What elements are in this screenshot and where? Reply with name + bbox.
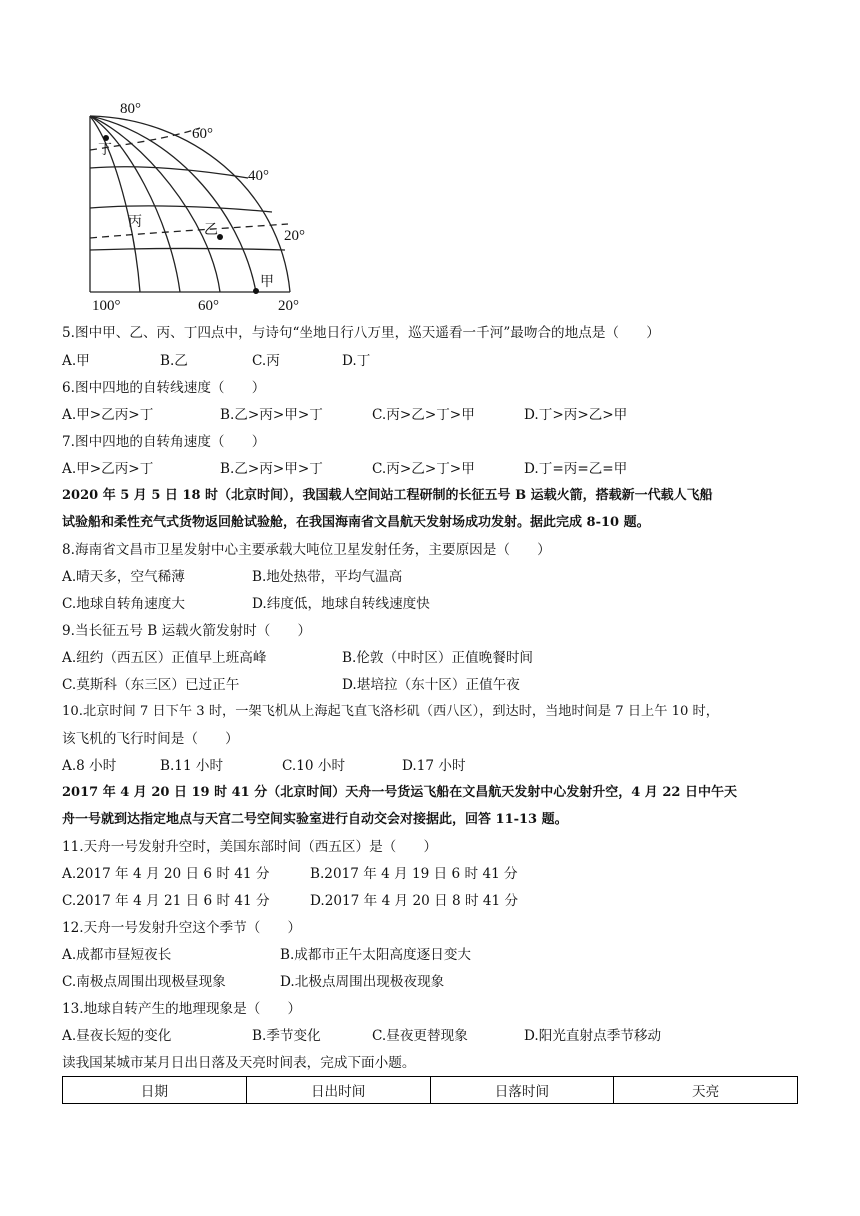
q7-option-b[interactable]: B.乙>丙>甲>丁 [220, 461, 323, 477]
q10-option-c[interactable]: C.10 小时 [282, 758, 346, 774]
q13-stem: 13.地球自转产生的地理现象是（ ） [62, 1001, 302, 1017]
header-sunset: 日落时间 [430, 1077, 614, 1104]
table-header-row [63, 1077, 798, 1104]
q12-option-d[interactable]: D.北极点周围出现极夜现象 [280, 974, 445, 990]
q12-option-a[interactable]: A.成都市昼短夜长 [62, 947, 172, 963]
q8-option-b[interactable]: B.地处热带，平均气温高 [252, 569, 403, 585]
passage2-line1: 2017 年 4 月 20 日 19 时 41 分（北京时间）天舟一号货运飞船在文昌航天发射中心发射升空，4 月 22 日中午天 [62, 785, 737, 800]
q11-option-b[interactable]: B.2017 年 4 月 19 日 6 时 41 分 [310, 866, 518, 882]
q9-option-a[interactable]: A.纽约（西五区）正值早上班高峰 [62, 650, 267, 666]
q12-option-b[interactable]: B.成都市正午太阳高度逐日变大 [280, 947, 472, 963]
q8-option-d[interactable]: D.纬度低，地球自转线速度快 [252, 596, 430, 612]
q5-option-c[interactable]: C.丙 [252, 353, 280, 369]
passage1-line1: 2020 年 5 月 5 日 18 时（北京时间），我国载人空间站工程研制的长征五号 B 运载火箭，搭载新一代载人飞船 [62, 488, 713, 503]
q6-option-a[interactable]: A.甲>乙丙>丁 [62, 407, 154, 423]
q13-option-b[interactable]: B.季节变化 [252, 1028, 321, 1044]
q9-option-b[interactable]: B.伦敦（中时区）正值晚餐时间 [342, 650, 534, 666]
lat-label-80: 80° [120, 101, 141, 117]
lat-label-20: 20° [284, 228, 305, 244]
q7-option-a[interactable]: A.甲>乙丙>丁 [62, 461, 154, 477]
lon-label-20: 20° [278, 298, 299, 314]
passage1-line2: 试验船和柔性充气式货物返回舱试验舱，在我国海南省文昌航天发射场成功发射。据此完成 8-10 题。 [62, 515, 650, 530]
q12-option-c[interactable]: C.南极点周围出现极昼现象 [62, 974, 226, 990]
q7-option-d[interactable]: D.丁=丙=乙=甲 [524, 461, 628, 477]
label-yi: 乙 [204, 222, 218, 238]
q11-option-c[interactable]: C.2017 年 4 月 21 日 6 时 41 分 [62, 893, 270, 909]
q9-option-d[interactable]: D.堪培拉（东十区）正值午夜 [342, 677, 520, 693]
q10-option-d[interactable]: D.17 小时 [402, 758, 466, 774]
parallel-40 [90, 206, 272, 212]
header-dawn: 天亮 [614, 1077, 798, 1104]
parallel-50 [90, 167, 248, 178]
label-jia: 甲 [260, 274, 274, 290]
meridian-40 [90, 116, 256, 292]
q7-option-c[interactable]: C.丙>乙>丁>甲 [372, 461, 475, 477]
q10-stem-line2: 该飞机的飞行时间是（ ） [62, 731, 239, 747]
q5-option-b[interactable]: B.乙 [160, 353, 188, 369]
q13-option-d[interactable]: D.阳光直射点季节移动 [524, 1028, 662, 1044]
q8-stem: 8.海南省文昌市卫星发射中心主要承载大吨位卫星发射任务，主要原因是（ ） [62, 542, 551, 558]
table-intro: 读我国某城市某月日出日落及天亮时间表，完成下面小题。 [62, 1055, 416, 1071]
q12-stem: 12.天舟一号发射升空这个季节（ ） [62, 920, 302, 936]
sunrise-sunset-table [62, 1076, 798, 1104]
passage2-line2: 舟一号就到达指定地点与天宫二号空间实验室进行自动交会对接据此，回答 11-13 题。 [62, 812, 568, 827]
point-jia [253, 288, 259, 294]
q11-option-d[interactable]: D.2017 年 4 月 20 日 8 时 41 分 [310, 893, 519, 909]
q9-stem: 9.当长征五号 B 运载火箭发射时（ ） [62, 623, 312, 639]
point-ding [103, 135, 109, 141]
q5-option-d[interactable]: D.丁 [342, 353, 371, 369]
graticule-figure [80, 98, 320, 320]
q11-option-a[interactable]: A.2017 年 4 月 20 日 6 时 41 分 [62, 866, 270, 882]
tropic-dashed [90, 224, 288, 238]
q6-stem: 6.图中四地的自转线速度（ ） [62, 380, 266, 396]
q7-stem: 7.图中四地的自转角速度（ ） [62, 434, 266, 450]
q6-option-d[interactable]: D.丁>丙>乙>甲 [524, 407, 628, 423]
parallel-30 [90, 249, 285, 251]
graticule-map [80, 98, 320, 320]
q11-stem: 11.天舟一号发射升空时，美国东部时间（西五区）是（ ） [62, 839, 438, 855]
q13-option-c[interactable]: C.昼夜更替现象 [372, 1028, 468, 1044]
q6-option-c[interactable]: C.丙>乙>丁>甲 [372, 407, 475, 423]
header-sunrise: 日出时间 [246, 1077, 430, 1104]
q5-option-a[interactable]: A.甲 [62, 353, 90, 369]
q8-option-a[interactable]: A.晴天多，空气稀薄 [62, 569, 185, 585]
meridian-20 [90, 116, 290, 292]
lon-label-60: 60° [198, 298, 219, 314]
q8-option-c[interactable]: C.地球自转角速度大 [62, 596, 185, 612]
q10-stem-line1: 10.北京时间 7 日下午 3 时，一架飞机从上海起飞直飞洛杉矶（西八区），到达时，当地时间是 7 日上午 10 时， [62, 704, 719, 719]
header-date: 日期 [63, 1077, 247, 1104]
label-bing: 丙 [128, 214, 142, 230]
label-ding: 丁 [98, 142, 112, 158]
q5-stem: 5.图中甲、乙、丙、丁四点中，与诗句“坐地日行八万里，巡天遥看一千河”最吻合的地点是（ ） [62, 325, 660, 341]
q6-option-b[interactable]: B.乙>丙>甲>丁 [220, 407, 323, 423]
lat-label-60: 60° [192, 126, 213, 142]
q9-option-c[interactable]: C.莫斯科（东三区）已过正午 [62, 677, 240, 693]
lon-label-100: 100° [92, 298, 121, 314]
q10-option-b[interactable]: B.11 小时 [160, 758, 224, 774]
lat-label-40: 40° [248, 168, 269, 184]
q13-option-a[interactable]: A.昼夜长短的变化 [62, 1028, 172, 1044]
q10-option-a[interactable]: A.8 小时 [62, 758, 117, 774]
